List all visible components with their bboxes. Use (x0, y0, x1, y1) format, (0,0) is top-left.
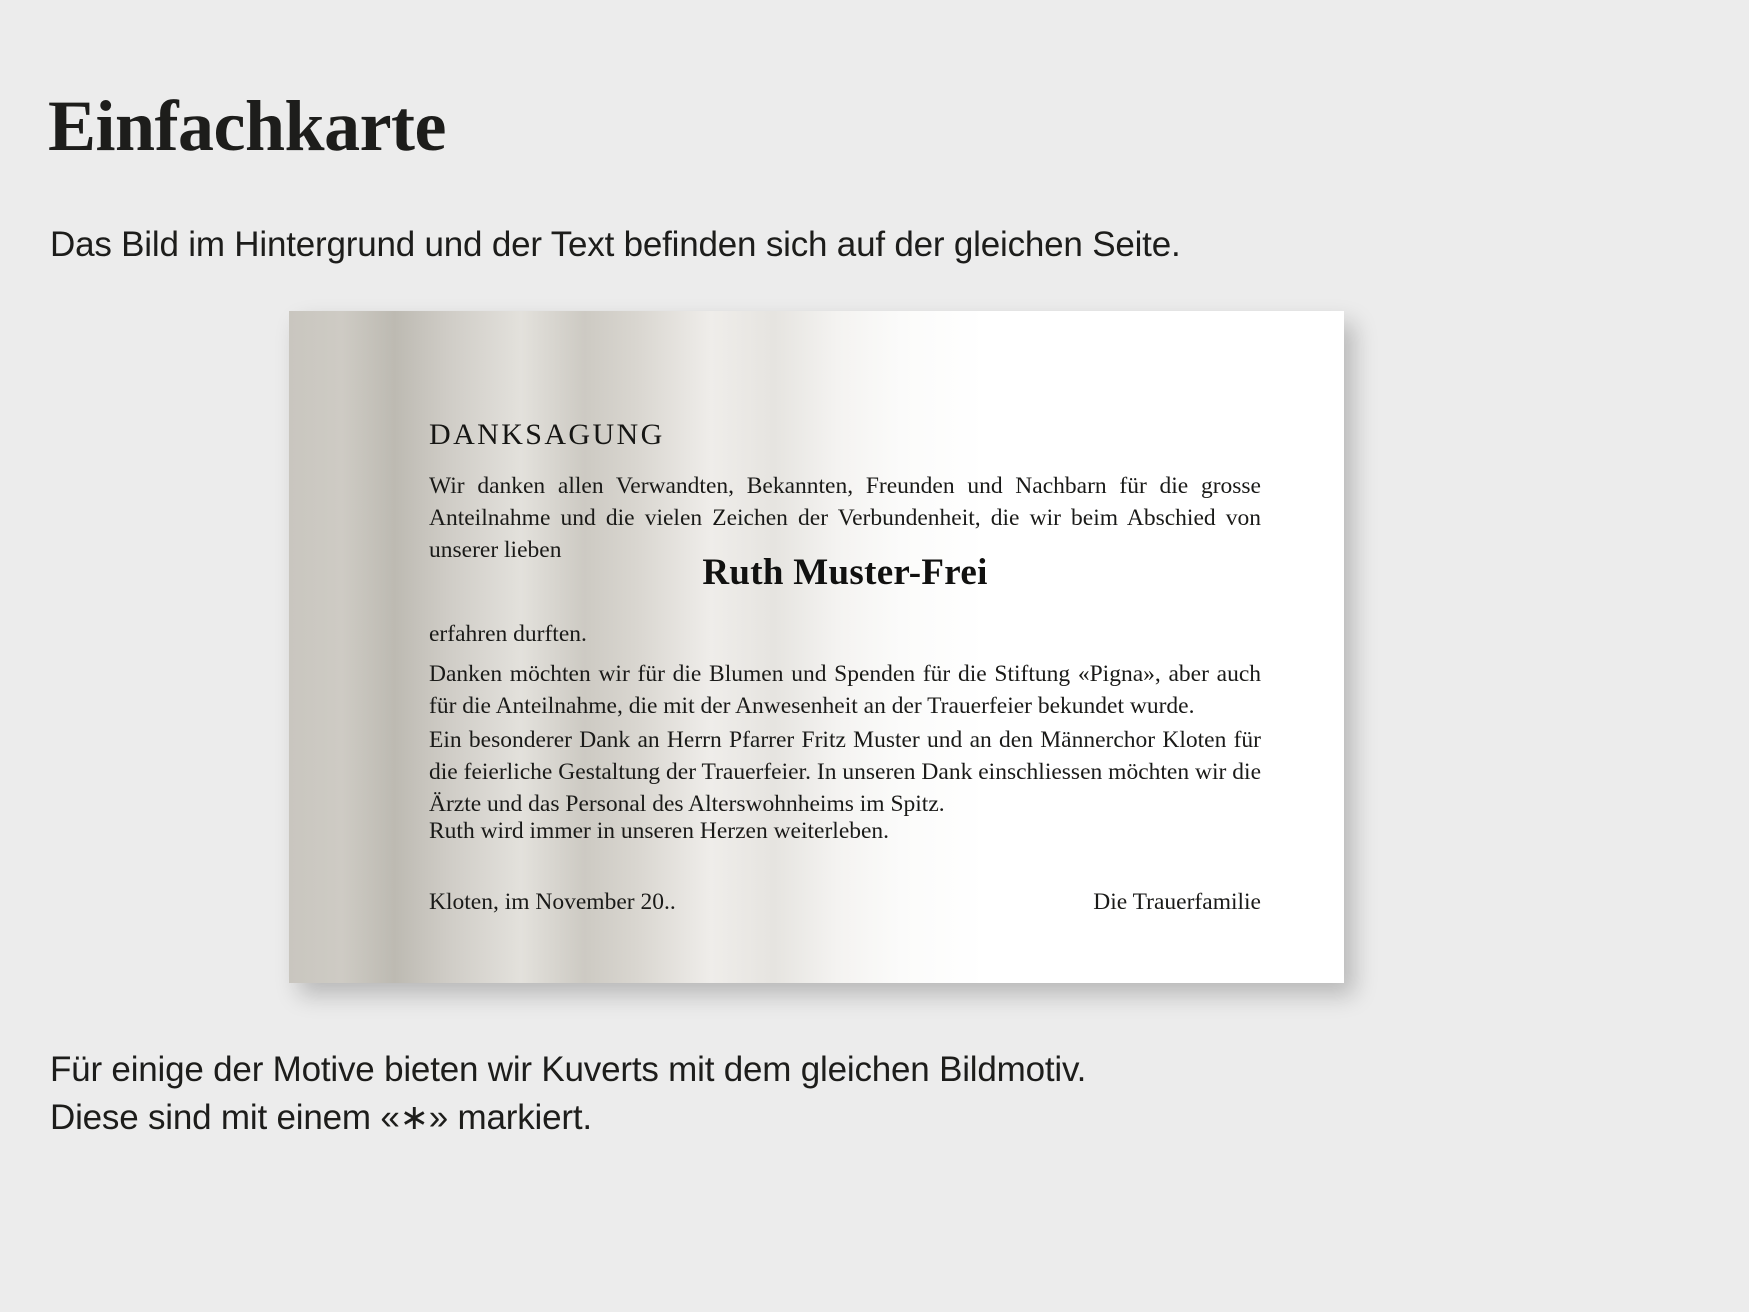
card-place-date: Kloten, im November 20.. (429, 889, 676, 915)
card-surface (289, 311, 1344, 983)
card-content (429, 311, 1284, 983)
card-memory-paragraph: Ruth wird immer in unseren Herzen weiterleben. (429, 818, 890, 844)
card-thanks-paragraph: Ein besonderer Dank an Herrn Pfarrer Fritz Muster und an den Männerchor Kloten für die feierliche Gestaltung der Trauerfeier. In unseren Dank einschliessen möchten wir die Ärzte und das Personal des Alterswohnheims im Spitz. (429, 727, 1261, 817)
card-heading: DANKSAGUNG (429, 418, 665, 451)
page-title: Einfachkarte (48, 86, 446, 167)
card-intro-paragraph: Wir danken allen Verwandten, Bekannten, Freunden und Nachbarn für die grosse Anteilnahme und die vielen Zeichen der Verbundenheit, die wir beim Abschied von unserer lieben (429, 473, 1261, 563)
card-signature: Die Trauerfamilie (1093, 889, 1261, 915)
footer-note (50, 1046, 1086, 1142)
page-subtitle: Das Bild im Hintergrund und der Text befinden sich auf der gleichen Seite. (50, 225, 1181, 264)
card-deceased-name: Ruth Muster-Frei (702, 552, 988, 593)
footer-note-line-1: Für einige der Motive bieten wir Kuverts mit dem gleichen Bildmotiv. (50, 1050, 1087, 1089)
card-preview (289, 311, 1344, 983)
card-after-name-text: erfahren durften. (429, 621, 587, 647)
card-footer-row (429, 889, 1261, 916)
card-donations-paragraph: Danken möchten wir für die Blumen und Spenden für die Stiftung «Pigna», aber auch für die Anteilnahme, die mit der Anwesenheit an der Trauerfeier bekundet wurde. (429, 661, 1261, 719)
footer-note-line-2: Diese sind mit einem «∗» markiert. (50, 1097, 592, 1137)
